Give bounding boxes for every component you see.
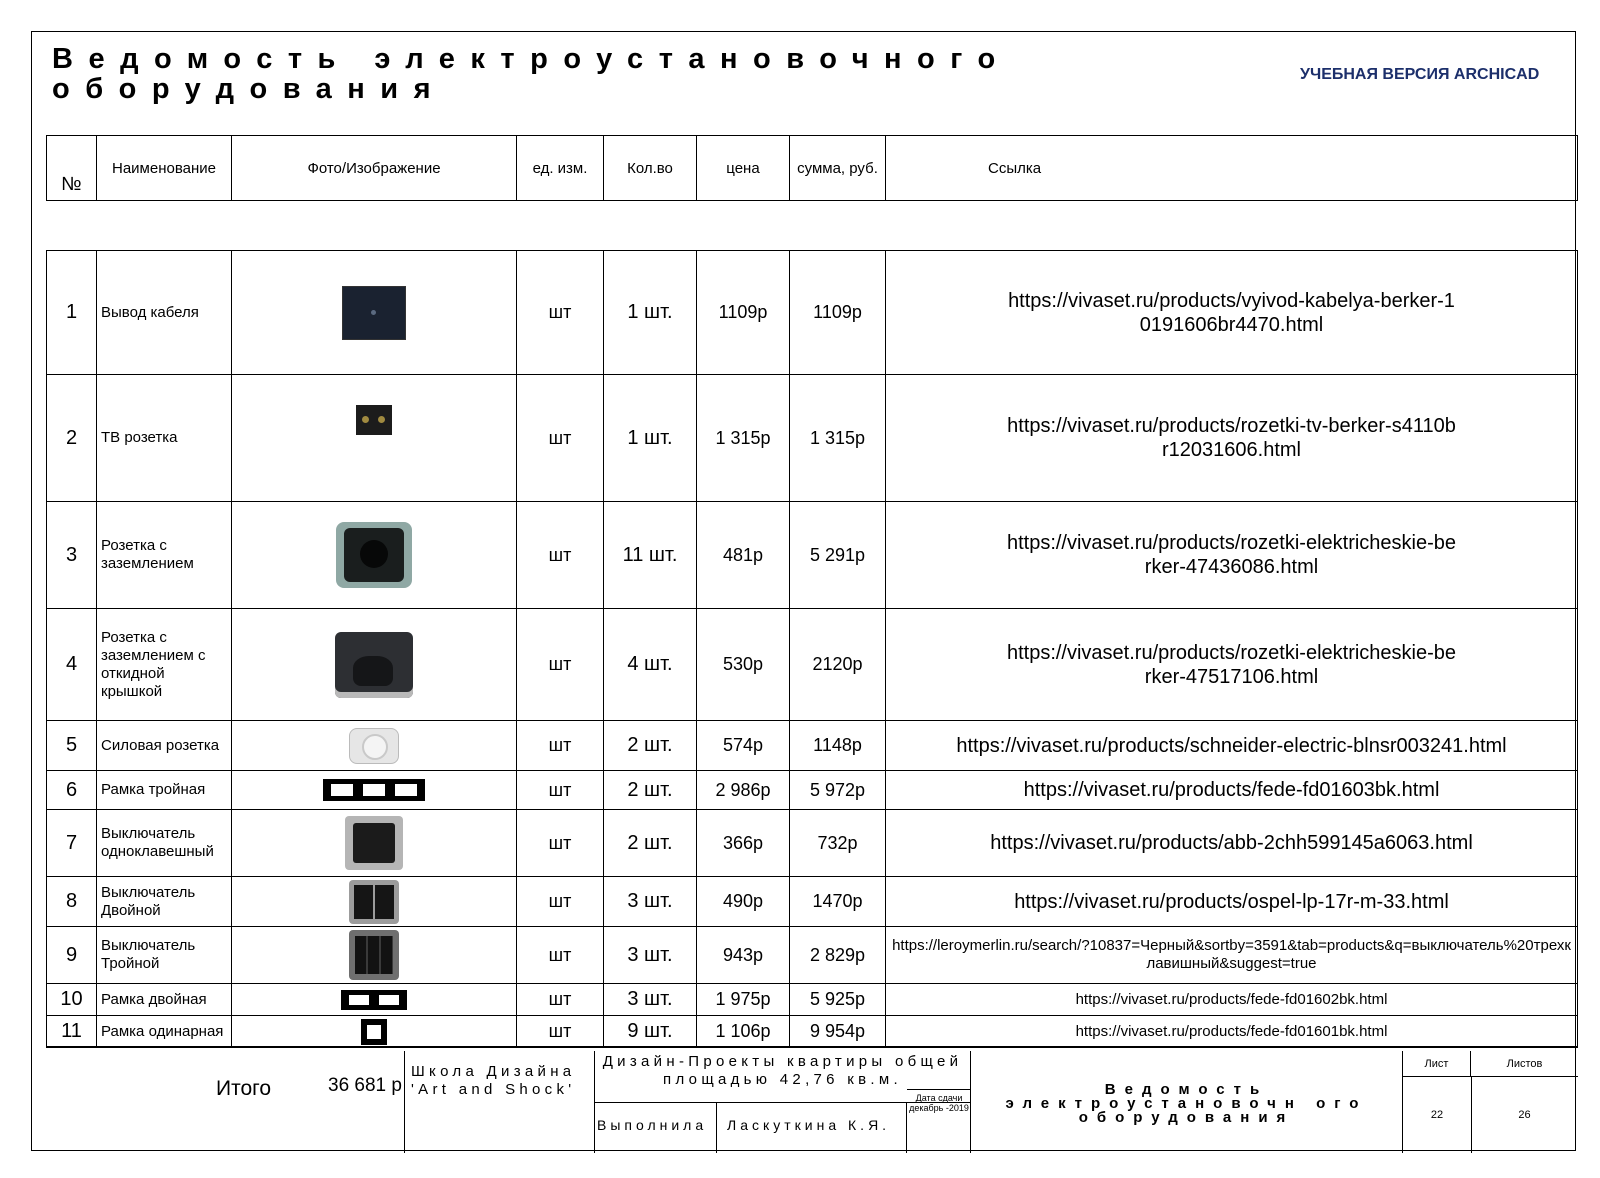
due-date: Дата сдачи декабрь -2019	[907, 1089, 971, 1153]
row-sum: 2120р	[790, 609, 886, 721]
single-frame-icon	[361, 1019, 387, 1045]
row-num: 6	[47, 771, 97, 810]
row-link[interactable]: https://vivaset.ru/products/schneider-electric-blnsr003241.html	[886, 721, 1578, 771]
drawing-sheet	[31, 31, 1576, 1151]
power-socket-icon	[349, 728, 399, 764]
performed-label: Выполнила	[595, 1103, 717, 1153]
socket-with-lid-icon	[335, 632, 413, 698]
triple-switch-icon	[349, 930, 399, 980]
col-photo: Фото/Изображение	[232, 136, 517, 201]
row-qty: 4 шт.	[604, 609, 697, 721]
row-link[interactable]: https://vivaset.ru/products/abb-2chh599145a6063.html	[886, 810, 1578, 877]
row-unit: шт	[517, 877, 604, 927]
total-label: Итого	[216, 1077, 272, 1100]
row-unit: шт	[517, 810, 604, 877]
single-switch-icon	[345, 816, 403, 870]
row-qty: 3 шт.	[604, 984, 697, 1016]
row-unit: шт	[517, 375, 604, 502]
row-unit: шт	[517, 251, 604, 375]
row-sum: 1470р	[790, 877, 886, 927]
row-num: 1	[47, 251, 97, 375]
row-num: 10	[47, 984, 97, 1016]
row-name: Выключатель Двойной	[97, 877, 232, 927]
col-link: Ссылка	[886, 136, 1578, 201]
project-title: Дизайн-Проекты квартиры общей площадью 42,76 кв.м.	[595, 1051, 970, 1103]
row-price: 490р	[697, 877, 790, 927]
row-price: 1109р	[697, 251, 790, 375]
sheets-value: 26	[1518, 1109, 1531, 1121]
row-link[interactable]: https://vivaset.ru/products/fede-fd01601bk.html	[886, 1016, 1578, 1048]
row-link[interactable]: https://vivaset.ru/products/rozetki-elektricheskie-berker-47436086.html	[886, 502, 1578, 609]
row-sum: 9 954р	[790, 1016, 886, 1048]
row-qty: 11 шт.	[604, 502, 697, 609]
row-sum: 5 925р	[790, 984, 886, 1016]
row-price: 1 106р	[697, 1016, 790, 1048]
table-row	[47, 502, 1578, 609]
row-price: 366р	[697, 810, 790, 877]
table-row	[47, 609, 1578, 721]
row-sum: 1148р	[790, 721, 886, 771]
row-unit: шт	[517, 1016, 604, 1048]
tv-socket-icon	[356, 405, 392, 435]
table-row	[47, 877, 1578, 927]
row-sum: 5 291р	[790, 502, 886, 609]
row-name: Рамка одинарная	[97, 1016, 232, 1048]
sheet-value: 22	[1403, 1077, 1472, 1153]
sheets-label: Листов	[1471, 1051, 1578, 1077]
table-row	[47, 375, 1578, 502]
row-link[interactable]: https://vivaset.ru/products/rozetki-tv-berker-s4110br12031606.html	[886, 375, 1578, 502]
row-num: 9	[47, 927, 97, 984]
row-name: Вывод кабеля	[97, 251, 232, 375]
row-qty: 3 шт.	[604, 927, 697, 984]
row-num: 3	[47, 502, 97, 609]
col-name: Наименование	[97, 136, 232, 201]
row-qty: 1 шт.	[604, 375, 697, 502]
total-value: 36 681 р	[328, 1075, 402, 1096]
row-qty: 9 шт.	[604, 1016, 697, 1048]
row-link[interactable]: https://vivaset.ru/products/ospel-lp-17r-m-33.html	[886, 877, 1578, 927]
table-row	[47, 984, 1578, 1016]
row-name: ТВ розетка	[97, 375, 232, 502]
row-unit: шт	[517, 984, 604, 1016]
double-switch-icon	[349, 880, 399, 924]
sheet-name: Ведомость электроустановочн ого оборудования	[970, 1051, 1402, 1153]
table-row	[47, 927, 1578, 984]
row-name: Выключатель Тройной	[97, 927, 232, 984]
title-line-2: оборудования	[52, 73, 447, 105]
double-frame-icon	[341, 990, 407, 1010]
row-num: 2	[47, 375, 97, 502]
table-header	[47, 136, 1578, 201]
row-num: 8	[47, 877, 97, 927]
empty-row	[47, 201, 1578, 251]
row-link[interactable]: https://vivaset.ru/products/rozetki-elektricheskie-berker-47517106.html	[886, 609, 1578, 721]
row-link[interactable]: https://vivaset.ru/products/vyivod-kabelya-berker-10191606br4470.html	[886, 251, 1578, 375]
watermark: УЧЕБНАЯ ВЕРСИЯ ARCHICAD	[1300, 66, 1540, 83]
row-unit: шт	[517, 609, 604, 721]
triple-frame-icon	[323, 779, 425, 801]
title-block	[46, 1046, 1577, 1153]
row-link[interactable]: https://leroymerlin.ru/search/?10837=Черный&sortby=3591&tab=products&q=выключатель%20трехклавишный&suggest=true	[886, 927, 1578, 984]
row-sum: 1109р	[790, 251, 886, 375]
col-qty: Кол.во	[604, 136, 697, 201]
row-num: 11	[47, 1016, 97, 1048]
project-block	[594, 1051, 970, 1153]
title-line-1: Ведомость электроустановочного	[52, 43, 1011, 75]
table-row	[47, 1016, 1578, 1048]
row-num: 7	[47, 810, 97, 877]
cable-outlet-icon	[343, 287, 405, 339]
document-title	[52, 44, 1011, 104]
col-sum: сумма, руб.	[790, 136, 886, 201]
row-unit: шт	[517, 771, 604, 810]
table-row	[47, 251, 1578, 375]
row-unit: шт	[517, 927, 604, 984]
row-price: 1 315р	[697, 375, 790, 502]
row-qty: 2 шт.	[604, 810, 697, 877]
row-price: 943р	[697, 927, 790, 984]
row-sum: 5 972р	[790, 771, 886, 810]
row-unit: шт	[517, 502, 604, 609]
school-name: Школа Дизайна 'Art and Shock'	[404, 1051, 594, 1153]
sheet-label: Лист	[1403, 1051, 1471, 1077]
row-qty: 2 шт.	[604, 771, 697, 810]
row-num: 4	[47, 609, 97, 721]
col-num: №	[47, 136, 97, 201]
row-qty: 1 шт.	[604, 251, 697, 375]
col-unit: ед. изм.	[517, 136, 604, 201]
row-sum: 732р	[790, 810, 886, 877]
sheet-numbers	[1402, 1051, 1577, 1153]
row-link[interactable]: https://vivaset.ru/products/fede-fd01602bk.html	[886, 984, 1578, 1016]
row-unit: шт	[517, 721, 604, 771]
grounded-socket-icon	[336, 522, 412, 588]
row-price: 2 986р	[697, 771, 790, 810]
row-price: 574р	[697, 721, 790, 771]
row-name: Розетка с заземлением с откидной крышкой	[97, 609, 232, 721]
row-link[interactable]: https://vivaset.ru/products/fede-fd01603bk.html	[886, 771, 1578, 810]
row-name: Розетка с заземлением	[97, 502, 232, 609]
performer-name: Ласкуткина К.Я.	[717, 1103, 907, 1153]
row-price: 530р	[697, 609, 790, 721]
row-price: 481р	[697, 502, 790, 609]
table-row	[47, 810, 1578, 877]
row-qty: 2 шт.	[604, 721, 697, 771]
row-sum: 1 315р	[790, 375, 886, 502]
row-sum: 2 829р	[790, 927, 886, 984]
row-name: Рамка двойная	[97, 984, 232, 1016]
col-price: цена	[697, 136, 790, 201]
row-num: 5	[47, 721, 97, 771]
table-row	[47, 721, 1578, 771]
row-price: 1 975р	[697, 984, 790, 1016]
table-row	[47, 771, 1578, 810]
row-name: Силовая розетка	[97, 721, 232, 771]
row-name: Выключатель одноклавешный	[97, 810, 232, 877]
row-qty: 3 шт.	[604, 877, 697, 927]
row-name: Рамка тройная	[97, 771, 232, 810]
equipment-table	[46, 135, 1578, 1048]
